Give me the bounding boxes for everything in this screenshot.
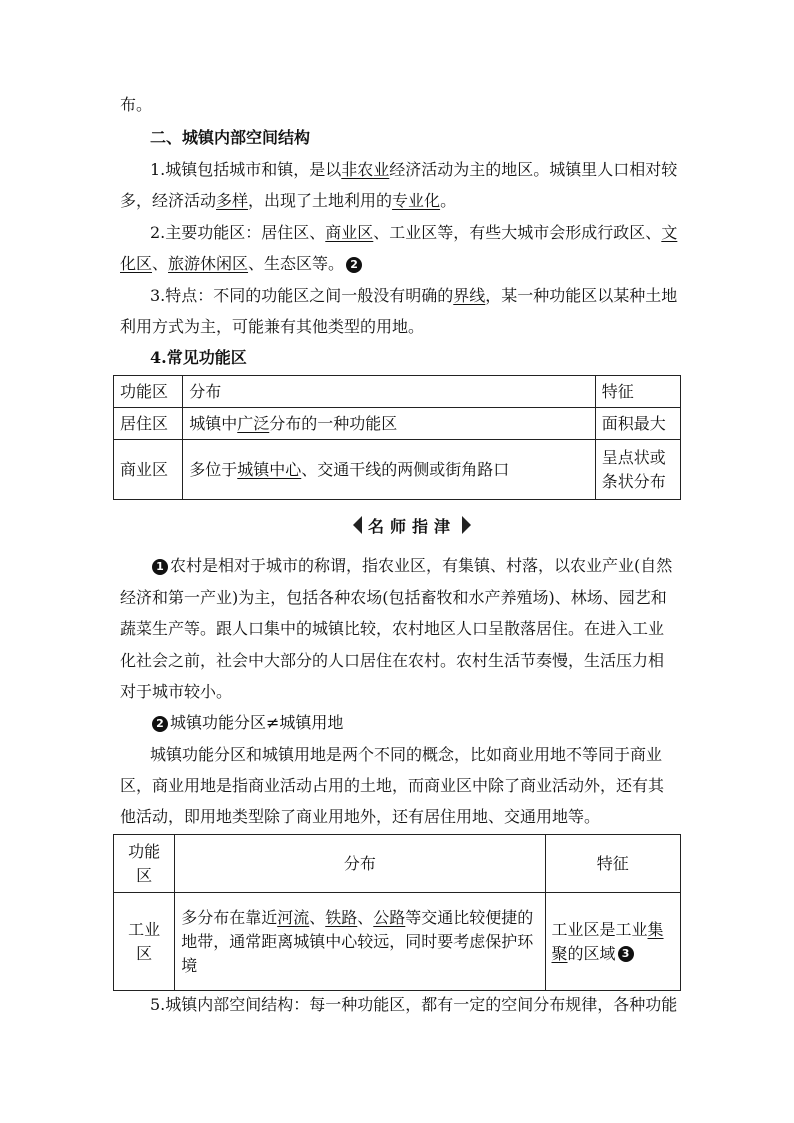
text: 经济活动为主的地区。城镇里人口相对较: [389, 160, 678, 179]
note-1-line-5: 对于城市较小。: [120, 682, 233, 701]
note-2-marker-icon: 2: [152, 716, 168, 732]
note-2-line-3: 他活动，即用地类型除了商业用地外，还有居住用地、交通用地等。: [120, 807, 601, 826]
text: 、: [152, 254, 169, 273]
table-cell: [545, 893, 681, 991]
text: ，某一种功能区以某种土地: [485, 286, 678, 305]
underlined-term: 广泛: [237, 413, 270, 433]
text: 呈点状或: [601, 447, 666, 467]
text-line: [552, 918, 675, 942]
table-cell: [114, 893, 175, 991]
paragraph-1-line-2: [120, 191, 680, 211]
text: 、生态区等。: [248, 254, 345, 273]
note-2-line-1: 城镇功能分区和城镇用地是两个不同的概念，比如商业用地不等同于商业: [150, 745, 663, 764]
underlined-term: 河流: [277, 907, 310, 927]
table-cell: 居住区: [114, 408, 183, 440]
industrial-zone-table: [113, 834, 681, 991]
underlined-term: 公路: [373, 907, 406, 927]
note-1-line-4: 化社会之前，社会中大部分的人口居住在农村。农村生活节奏慢，生活压力相: [120, 651, 665, 670]
note-2-line-2: 区，商业用地是指商业活动占用的土地，而商业区中除了商业活动外，还有其: [120, 776, 665, 795]
table-cell: 面积最大: [595, 408, 680, 440]
table-cell: [595, 440, 680, 500]
paragraph-5-line-1: 5.城镇内部空间结构：每一种功能区，都有一定的空间分布规律，各种功能: [150, 995, 678, 1014]
underlined-term: 界线: [453, 286, 486, 305]
underlined-term: 多样: [216, 191, 249, 210]
text-line: [552, 942, 675, 966]
text: 。: [440, 191, 457, 210]
underlined-term: 集: [647, 919, 664, 939]
table-header: 分布: [175, 835, 545, 893]
table-header: 特征: [545, 835, 681, 893]
text: 的区域: [567, 943, 616, 963]
table-header: 特征: [595, 376, 680, 408]
section-heading: 二、城镇内部空间结构: [150, 128, 311, 147]
paragraph-2-line-2: [120, 254, 680, 274]
text: 分布的一种功能区: [269, 413, 398, 433]
underlined-term: 铁路: [325, 907, 358, 927]
text: 城镇功能分区≠城镇用地: [170, 713, 344, 732]
text-line: [181, 906, 538, 930]
text: 区: [136, 865, 153, 885]
table-cell: 商业区: [114, 440, 183, 500]
table-cell: [183, 408, 595, 440]
underlined-term: 非农业: [341, 160, 390, 179]
underlined-term: 城镇中心: [237, 459, 302, 479]
text: 、: [309, 907, 326, 927]
underlined-term: 旅游休闲区: [168, 254, 249, 273]
underlined-term: 聚: [551, 943, 568, 963]
banner-title: 名师指津: [367, 516, 456, 536]
text: 农村是相对于城市的称谓，指农业区，有集镇、村落，以农业产业(自然: [170, 556, 673, 575]
table-cell: [175, 893, 545, 991]
note-3-marker-icon: 3: [618, 946, 634, 962]
text: 3.特点：不同的功能区之间一般没有明确的: [150, 286, 454, 305]
table-cell: [183, 440, 595, 500]
underlined-term: 文: [661, 223, 678, 242]
text: 2.主要功能区：居住区、: [150, 223, 326, 242]
text: 多，经济活动: [120, 191, 217, 210]
paragraph-3-line-1: [150, 286, 680, 306]
text: 、工业区等，有些大城市会形成行政区、: [373, 223, 662, 242]
text-line: 地带，通常距离城镇中心较远，同时要考虑保护环: [181, 931, 534, 951]
table-header: 分布: [183, 376, 595, 408]
note-2-title: [150, 713, 680, 733]
tips-banner: [348, 512, 476, 538]
underlined-term: 专业化: [392, 191, 441, 210]
note-1-line-2: 经济和第一产业)为主，包括各种农场(包括畜牧和水产养殖场)、林场、园艺和: [120, 588, 667, 607]
underlined-term: 商业区: [325, 223, 374, 242]
note-1-marker-icon: 1: [152, 559, 168, 575]
text: 等交通比较便捷的: [405, 907, 534, 927]
text-line: 布。: [120, 95, 153, 114]
note-1-line-1: [150, 556, 680, 576]
text: ，出现了土地利用的: [248, 191, 393, 210]
text: 、交通干线的两侧或街角路口: [301, 459, 510, 479]
table-header: [114, 835, 175, 893]
paragraph-2-line-1: [150, 223, 680, 243]
text: 、: [357, 907, 374, 927]
table-header: 功能区: [114, 376, 183, 408]
text: 工业: [128, 919, 161, 939]
text: 条状分布: [601, 471, 666, 491]
text: 1.城镇包括城市和镇，是以: [150, 160, 342, 179]
text: 区: [136, 943, 153, 963]
text-line: 境: [181, 955, 198, 975]
paragraph-1-line-1: [150, 160, 680, 180]
underlined-term: 化区: [120, 254, 153, 273]
section-subheading: 4.常见功能区: [150, 348, 247, 367]
note-1-line-3: 蔬菜生产等。跟人口集中的城镇比较，农村地区人口呈散落居住。在进入工业: [120, 619, 665, 638]
chevron-left-icon: [353, 516, 362, 534]
note-2-marker-icon: 2: [346, 257, 362, 273]
paragraph-3-line-2: 利用方式为主，可能兼有其他类型的用地。: [120, 317, 425, 336]
text: 多分布在靠近: [181, 907, 278, 927]
text: 工业区是工业: [551, 919, 648, 939]
text: 城镇中: [189, 413, 238, 433]
chevron-right-icon: [462, 516, 471, 534]
function-zone-table: [113, 375, 681, 500]
text: 功能: [128, 841, 161, 861]
text: 多位于: [189, 459, 238, 479]
